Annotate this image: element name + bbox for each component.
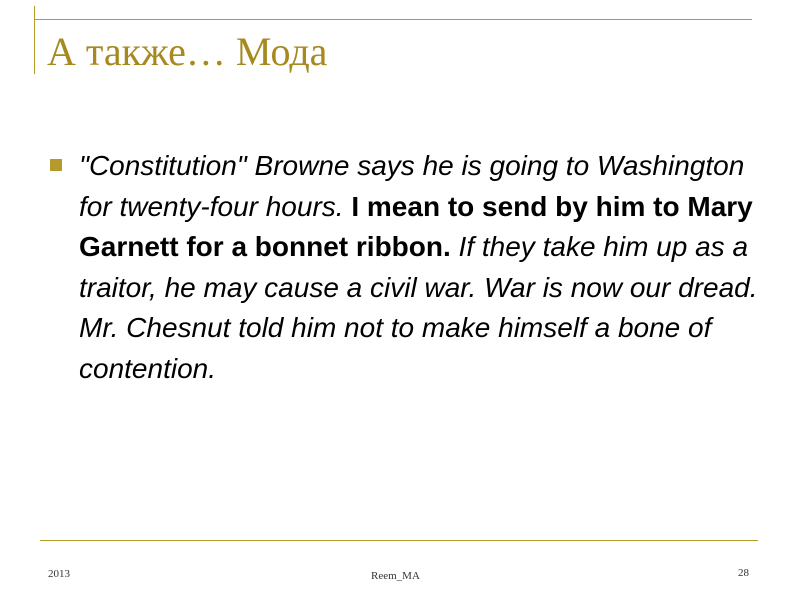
square-bullet-icon	[50, 159, 62, 171]
slide-title: А также… Мода	[47, 29, 328, 74]
footer-author: Reem_MA	[371, 570, 420, 582]
footer-divider	[40, 540, 758, 541]
title-top-divider	[34, 19, 752, 20]
bullet-text-part-1: "Constitution" Browne says he is going to Washington for twenty-four hours.	[79, 150, 745, 222]
bullet-text	[79, 146, 759, 389]
bullet-text-part-3: If they take him up as a traitor, he may cause a civil war. War is now our dread. Mr. Chesnut told him not to make himself a bone of contention.	[79, 231, 758, 384]
title-left-divider	[34, 6, 35, 74]
bullet-text-bold: I mean to send by him to Mary Garnett for a bonnet ribbon.	[79, 190, 753, 262]
slide-number: 28	[738, 567, 749, 579]
footer-date: 2013	[48, 568, 70, 580]
